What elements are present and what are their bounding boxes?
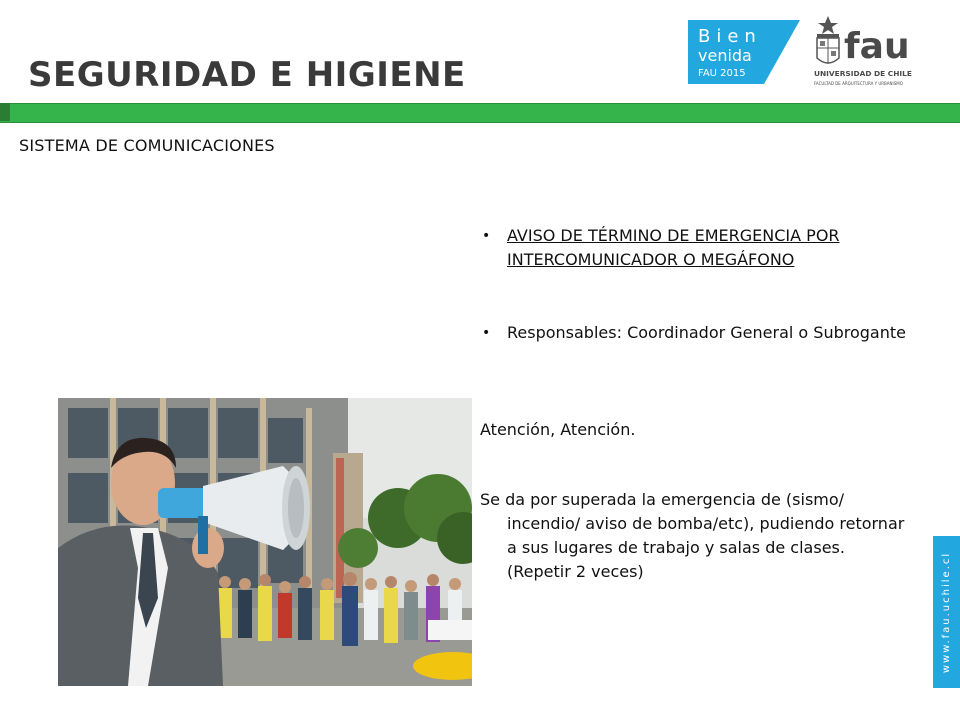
fau-faculty-name: FACULTAD DE ARQUITECTURA Y URBANISMO	[814, 81, 903, 86]
side-url-strip	[933, 536, 960, 688]
bienvenida-fau-2015-logo	[688, 20, 800, 84]
bullet-text-emergency-end: AVISO DE TÉRMINO DE EMERGENCIA POR INTERCOMUNICADOR O MEGÁFONO	[507, 226, 840, 269]
bienvenida-line2: venida	[698, 46, 752, 65]
announcement-attention: Atención, Atención.	[480, 420, 636, 439]
bienvenida-line3: FAU 2015	[698, 68, 746, 79]
fau-university-name: UNIVERSIDAD DE CHILE	[814, 69, 912, 78]
university-crest-icon	[817, 16, 839, 64]
bullet-dot-icon: •	[482, 325, 491, 341]
fau-universidad-de-chile-logo	[812, 14, 924, 98]
slide-subtitle: SISTEMA DE COMUNICACIONES	[19, 136, 275, 155]
bullet-dot-icon: •	[482, 228, 491, 244]
header-divider-accent	[0, 103, 10, 121]
bullet-text-responsables: Responsables: Coordinador General o Subrogante	[507, 323, 906, 342]
slide-title: SEGURIDAD E HIGIENE	[28, 55, 466, 95]
megaphone-announcement-photo	[58, 398, 472, 686]
side-url-text: www.fau.uchile.cl	[941, 551, 952, 673]
bullet-item	[480, 321, 947, 345]
header-divider-bar	[0, 103, 960, 123]
fau-wordmark: fau	[844, 26, 910, 67]
bullet-item	[480, 224, 947, 272]
bienvenida-line1: Bien	[698, 26, 762, 47]
announcement-message: Se da por superada la emergencia de (sismo/ incendio/ aviso de bomba/etc), pudiendo retornar a sus lugares de trabajo y salas de clases. (Repetir 2 veces)	[480, 490, 905, 581]
